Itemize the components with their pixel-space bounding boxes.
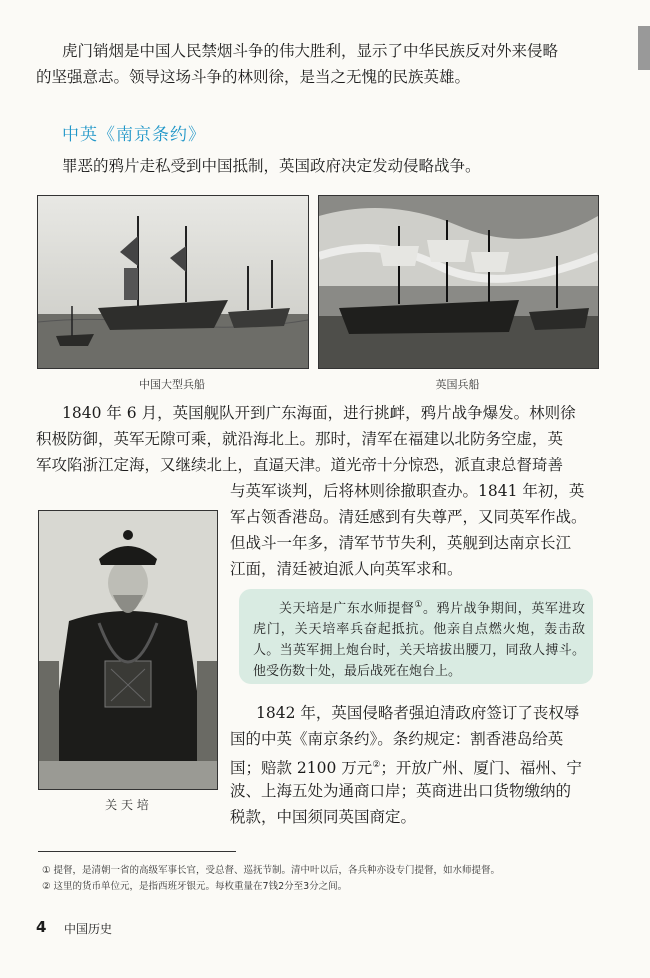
page-number: 4 <box>36 918 47 936</box>
guan-tianpei-infobox <box>239 589 593 684</box>
intro-line-2: 的坚强意志。领导这场斗争的林则徐，是当之无愧的民族英雄。 <box>36 68 471 86</box>
footnote-ref-1: ① <box>414 600 424 610</box>
infobox-text <box>253 595 585 682</box>
body1-line-2: 积极防御，英军无隙可乘，就沿海北上。那时，清军在福建以北防务空虚，英 <box>36 430 564 448</box>
portrait-caption: 关 天 培 <box>105 798 149 812</box>
footnote-divider <box>38 851 236 852</box>
footnote-2: ② 这里的货币单位元，是指西班牙银元。每枚重量在7钱2分至3分之间。 <box>42 881 348 892</box>
footnote-ref-2: ② <box>372 760 381 770</box>
body1-line-6: 但战斗一年多，清军节节失利，英舰到达南京长江 <box>230 534 572 552</box>
book-title: 中国历史 <box>64 922 113 936</box>
section-lead: 罪恶的鸦片走私受到中国抵制，英国政府决定发动侵略战争。 <box>62 157 481 175</box>
body1-line-7: 江面，清廷被迫派人向英军求和。 <box>230 560 463 578</box>
british-warship-photo <box>318 195 599 369</box>
page-edge-tab <box>638 26 650 70</box>
infobox-text-b: 。鸦片战争期间，英军进攻虎门，关天培率兵奋起抵抗。他亲自点燃火炮，轰击敌人。当英军拥上炮台时，关天培拔出腰刀，同敌人搏斗。他受伤数十处，最后战死在炮台上。 <box>253 601 585 680</box>
infobox-text-a: 关天培是广东水师提督 <box>279 601 415 617</box>
body2-line-3b: ；开放广州、厦门、福州、宁 <box>380 759 582 778</box>
body2-line-3 <box>230 752 582 781</box>
section-heading: 中英《南京条约》 <box>62 125 206 145</box>
body1-line-1: 1840 年 6 月，英国舰队开到广东海面，进行挑衅，鸦片战争爆发。林则徐 <box>62 404 576 422</box>
body2-line-1: 1842 年，英国侵略者强迫清政府签订了丧权辱 <box>256 704 580 722</box>
body1-line-5: 军占领香港岛。清廷感到有失尊严，又同英军作战。 <box>230 508 587 526</box>
body2-line-3a: 国；赔款 2100 万元 <box>230 759 373 778</box>
body1-line-3: 军攻陷浙江定海，又继续北上，直逼天津。道光帝十分惊恐，派直隶总督琦善 <box>36 456 564 474</box>
chinese-warship-photo <box>37 195 309 369</box>
intro-line-1: 虎门销烟是中国人民禁烟斗争的伟大胜利，显示了中华民族反对外来侵略 <box>62 42 559 60</box>
body1-line-4: 与英军谈判，后将林则徐撤职查办。1841 年初，英 <box>230 482 585 500</box>
footnote-1: ① 提督，是清朝一省的高级军事长官，受总督、巡抚节制。清中叶以后，各兵种亦设专门提督，如水师提督。 <box>42 865 501 876</box>
left-photo-caption: 中国大型兵船 <box>139 378 205 391</box>
guan-tianpei-portrait <box>38 510 218 790</box>
body2-line-4: 波、上海五处为通商口岸；英商进出口货物缴纳的 <box>230 782 572 800</box>
right-photo-caption: 英国兵船 <box>435 378 480 391</box>
body2-line-2: 国的中英《南京条约》。条约规定：割香港岛给英 <box>230 730 564 748</box>
body2-line-5: 税款，中国须同英国商定。 <box>230 808 417 826</box>
